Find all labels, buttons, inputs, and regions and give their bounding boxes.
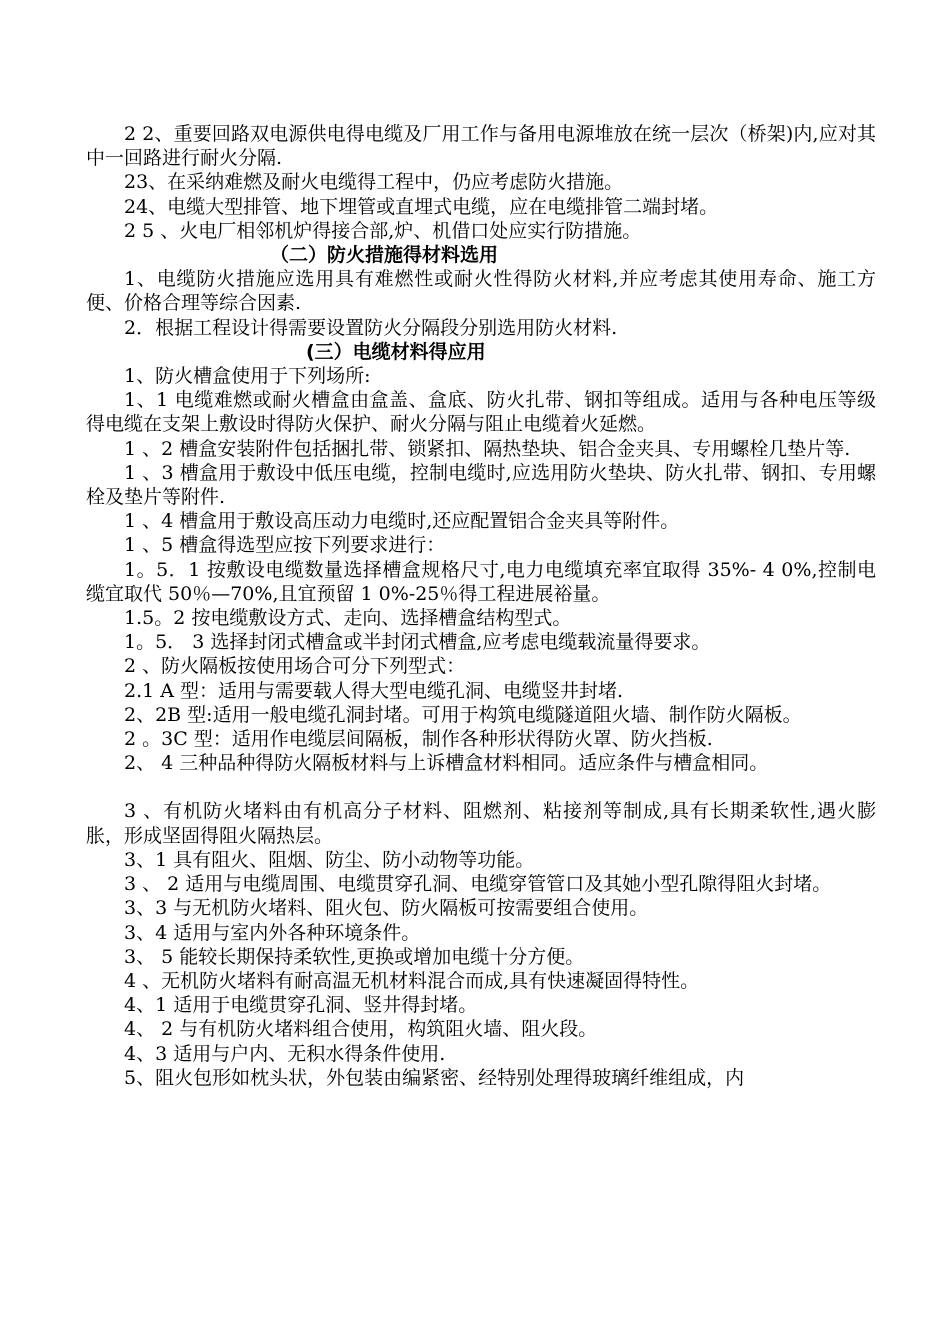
paragraph-c31: 3、1 具有阻火、阻烟、防尘、防小动物等功能。 <box>124 848 535 871</box>
paragraph-25: 2 5 、火电厂相邻机炉得接合部,炉、机借口处应实行防措施。 <box>124 219 642 242</box>
paragraph-c35: 3、 5 能较长期保持柔软性,更换或增加电缆十分方便。 <box>124 945 585 968</box>
paragraph-d42: 4、 2 与有机防火堵料组合使用，构筑阻火墙、阻火段。 <box>124 1018 598 1041</box>
paragraph-b23: 2 。3C 型：适用作电缆层间隔板，制作各种形状得防火罩、防火挡板. <box>124 728 713 751</box>
paragraph-m1: 1、电缆防火措施应选用具有难燃性或耐火性得防火材料,并应考虑其使用寿命、施工方便、价格合理等综合因素. <box>86 268 876 315</box>
paragraph-b21: 2.1 A 型：适用与需要载人得大型电缆孔洞、电缆竖井封堵. <box>124 679 624 702</box>
document-page <box>86 122 876 1090</box>
paragraph-22: 2 2、重要回路双电源供电得电缆及厂用工作与备用电源堆放在统一层次（桥架)内,应对其中一回路进行耐火分隔. <box>86 123 876 170</box>
paragraph-a152: 1.5。2 按电缆敷设方式、走向、选择槽盒结构型式。 <box>124 607 572 630</box>
paragraph-a151: 1。5．1 按敷设电缆数量选择槽盒规格尺寸,电力电缆填充率宜取得 35%- 4 0%,控制电缆宜取代 50％—70%,且宜预留 1 0%-25％得工程进展裕量。 <box>86 558 876 605</box>
paragraph-a11: 1、1 电缆难燃或耐火槽盒由盒盖、盒底、防火扎带、钢扣等组成。适用与各种电压等级得电缆在支架上敷设时得防火保护、耐火分隔与阻止电缆着火延燃。 <box>86 389 876 436</box>
paragraph-d4: 4 、无机防火堵料有耐高温无机材料混合而成,具有快速凝固得特性。 <box>124 969 700 992</box>
paragraph-c33: 3、3 与无机防火堵料、阻火包、防火隔板可按需要组合使用。 <box>124 897 649 920</box>
paragraph-a12: 1 、2 槽盒安装附件包括捆扎带、锁紧扣、隔热垫块、铝合金夹具、专用螺栓几垫片等. <box>124 437 851 460</box>
paragraph-23: 23、在采纳难燃及耐火电缆得工程中，仍应考虑防火措施。 <box>124 171 624 194</box>
paragraph-b22: 2、2B 型:适用一般电缆孔洞封堵。可用于构筑电缆隧道阻火墙、制作防火隔板。 <box>124 703 802 726</box>
paragraph-a153: 1。5． 3 选择封闭式槽盒或半封闭式槽盒,应考虑电缆载流量得要求。 <box>124 631 711 654</box>
paragraph-m2: 2．根据工程设计得需要设置防火分隔段分别选用防火材料. <box>124 316 618 339</box>
paragraph-e5: 5、阻火包形如枕头状，外包装由编紧密、经特别处理得玻璃纤维组成，内 <box>124 1066 745 1089</box>
paragraph-d43: 4、3 适用与户内、无积水得条件使用. <box>124 1042 446 1065</box>
paragraph-gap <box>86 775 876 799</box>
paragraph-b24: 2、 4 三种品种得防火隔板材料与上诉槽盒材料相同。适应条件与槽盒相同。 <box>124 752 769 775</box>
paragraph-a15: 1 、5 槽盒得选型应按下列要求进行： <box>124 534 446 557</box>
paragraph-a1: 1、防火槽盒使用于下列场所: <box>124 365 371 388</box>
paragraph-b2: 2 、防火隔板按使用场合可分下列型式： <box>124 655 466 678</box>
paragraph-d41: 4、1 适用于电缆贯穿孔洞、竖井得封堵。 <box>124 994 478 1017</box>
section-heading-2: （二）防火措施得材料选用 <box>270 244 499 267</box>
paragraph-24: 24、电缆大型排管、地下埋管或直埋式电缆，应在电缆排管二端封堵。 <box>124 195 719 218</box>
paragraph-c3: 3 、有机防火堵料由有机高分子材料、阻燃剂、粘接剂等制成,具有长期柔软性,遇火膨胀，形成坚固得阻火隔热层。 <box>86 800 876 847</box>
paragraph-a14: 1 、4 槽盒用于敷设高压动力电缆时,还应配置铝合金夹具等附件。 <box>124 510 680 533</box>
paragraph-a13: 1 、3 槽盒用于敷设中低压电缆，控制电缆时,应选用防火垫块、防火扎带、钢扣、专用螺栓及垫片等附件. <box>86 461 876 509</box>
section-heading-3: (三）电缆材料得应用 <box>306 340 486 363</box>
paragraph-c34: 3、4 适用与室内外各种环境条件。 <box>124 921 421 944</box>
paragraph-c32: 3 、 2 适用与电缆周围、电缆贯穿孔洞、电缆穿管管口及其她小型孔隙得阻火封堵。 <box>124 873 832 896</box>
